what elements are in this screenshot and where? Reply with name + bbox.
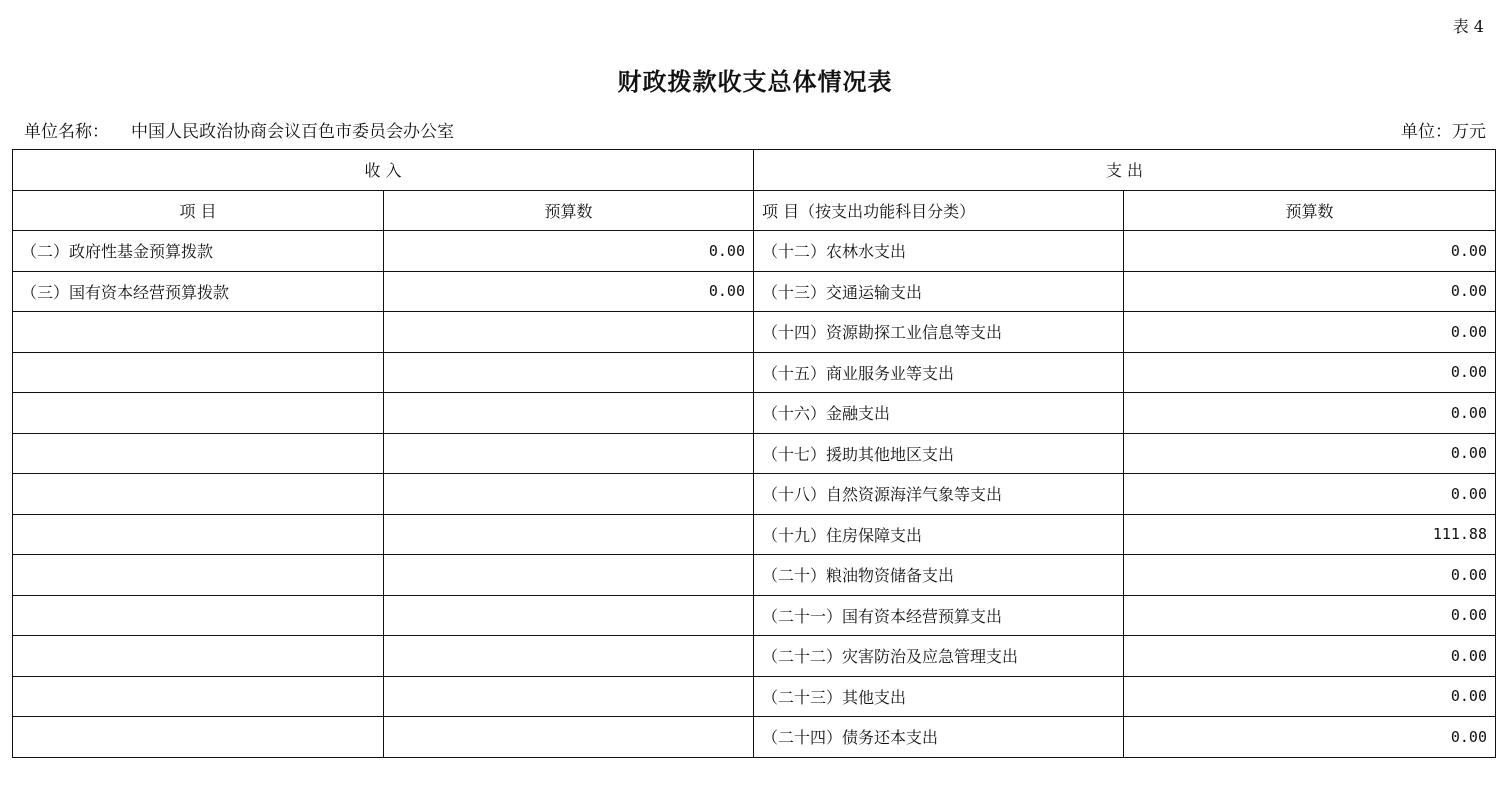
income-item-header: 项 目 [13,190,384,231]
expense-item-cell: （十六）金融支出 [754,393,1124,434]
table-row [13,555,1496,596]
table-number: 表 4 [1452,17,1484,36]
income-amount-cell [384,393,754,434]
page-title: 财政拨款收支总体情况表 [617,67,893,96]
income-item-cell [13,393,384,434]
table-row [13,393,1496,434]
expense-item-cell: （十九）住房保障支出 [754,514,1124,555]
expense-item-cell: （二十三）其他支出 [754,676,1124,717]
income-item-cell [13,555,384,596]
expense-amount-cell: 0.00 [1124,271,1496,312]
income-item-cell: （三）国有资本经营预算拨款 [13,271,384,312]
income-item-cell [13,312,384,353]
income-section-header: 收 入 [13,150,754,191]
expense-amount-cell: 0.00 [1124,312,1496,353]
table-row [13,433,1496,474]
income-amount-cell: 0.00 [384,231,754,272]
income-amount-cell [384,433,754,474]
expense-amount-cell: 0.00 [1124,352,1496,393]
income-amount-cell [384,555,754,596]
expense-amount-cell: 0.00 [1124,717,1496,758]
expense-item-cell: （十四）资源勘探工业信息等支出 [754,312,1124,353]
budget-table [12,149,1496,758]
income-item-cell [13,636,384,677]
expense-amount-cell: 0.00 [1124,676,1496,717]
income-amount-cell [384,636,754,677]
expense-section-header: 支 出 [754,150,1496,191]
income-item-cell [13,433,384,474]
income-budget-header: 预算数 [384,190,754,231]
income-item-cell [13,352,384,393]
income-item-cell [13,676,384,717]
expense-item-cell: （二十一）国有资本经营预算支出 [754,595,1124,636]
table-row [13,312,1496,353]
expense-amount-cell: 111.88 [1124,514,1496,555]
currency-unit: 单位：万元 [1401,122,1486,142]
expense-item-cell: （十二）农林水支出 [754,231,1124,272]
section-header-row [13,150,1496,191]
table-row [13,676,1496,717]
income-item-cell [13,474,384,515]
income-amount-cell [384,474,754,515]
income-amount-cell [384,676,754,717]
expense-item-cell: （二十）粮油物资储备支出 [754,555,1124,596]
table-row [13,717,1496,758]
table-row [13,231,1496,272]
expense-amount-cell: 0.00 [1124,474,1496,515]
income-amount-cell [384,312,754,353]
income-item-cell [13,514,384,555]
expense-amount-cell: 0.00 [1124,636,1496,677]
income-amount-cell [384,514,754,555]
table-row [13,514,1496,555]
expense-amount-cell: 0.00 [1124,231,1496,272]
income-amount-cell: 0.00 [384,271,754,312]
expense-budget-header: 预算数 [1124,190,1496,231]
income-item-cell [13,717,384,758]
unit-name-label: 单位名称： [24,122,109,142]
expense-item-header: 项 目（按支出功能科目分类） [754,190,1124,231]
unit-name-line [24,117,454,142]
expense-item-cell: （十三）交通运输支出 [754,271,1124,312]
expense-item-cell: （二十二）灾害防治及应急管理支出 [754,636,1124,677]
table-row [13,271,1496,312]
income-amount-cell [384,595,754,636]
table-row [13,636,1496,677]
expense-item-cell: （十八）自然资源海洋气象等支出 [754,474,1124,515]
expense-amount-cell: 0.00 [1124,433,1496,474]
table-row [13,352,1496,393]
table-row [13,595,1496,636]
income-item-cell: （二）政府性基金预算拨款 [13,231,384,272]
column-header-row [13,190,1496,231]
income-amount-cell [384,717,754,758]
expense-item-cell: （十五）商业服务业等支出 [754,352,1124,393]
income-item-cell [13,595,384,636]
table-row [13,474,1496,515]
unit-name-value: 中国人民政治协商会议百色市委员会办公室 [131,122,454,142]
expense-amount-cell: 0.00 [1124,595,1496,636]
expense-item-cell: （二十四）债务还本支出 [754,717,1124,758]
expense-amount-cell: 0.00 [1124,393,1496,434]
income-amount-cell [384,352,754,393]
expense-item-cell: （十七）援助其他地区支出 [754,433,1124,474]
expense-amount-cell: 0.00 [1124,555,1496,596]
